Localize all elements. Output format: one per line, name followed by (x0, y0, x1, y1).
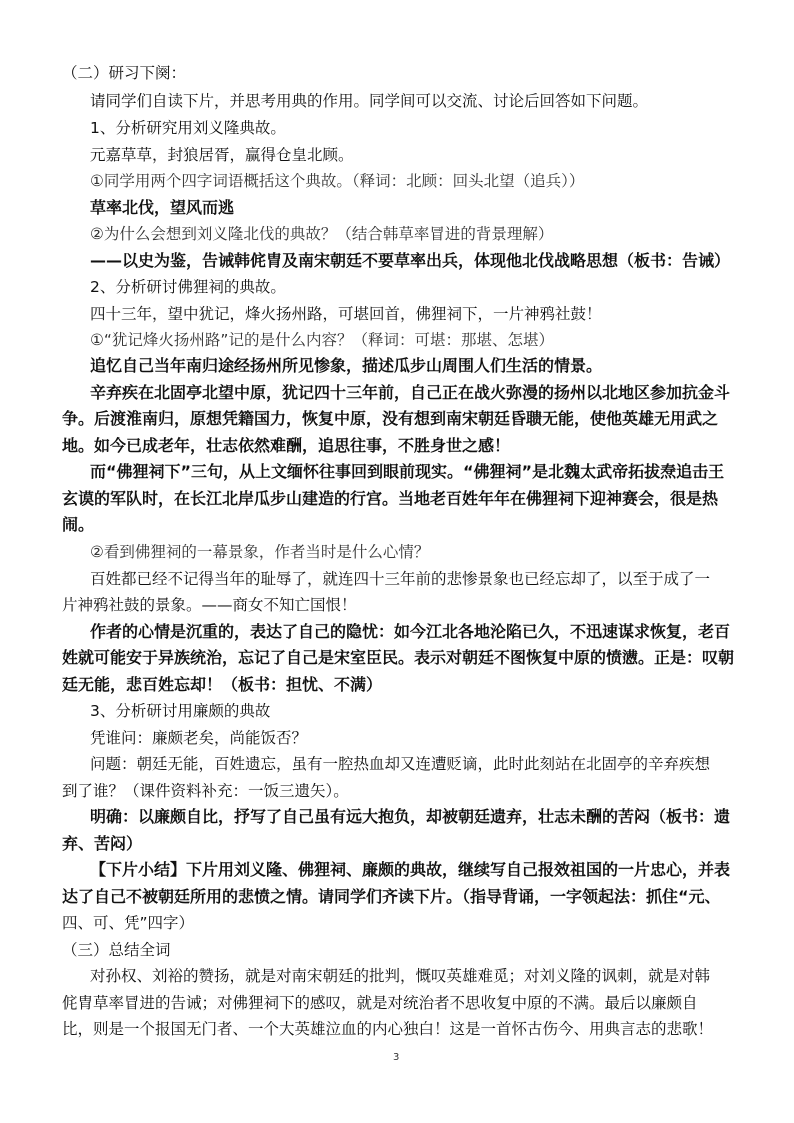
question-line: ②看到佛狸祠的一幕景象，作者当时是什么心情？ (90, 543, 430, 561)
subheading-3: 3、分析研讨用廉颇的典故 (90, 702, 271, 720)
poem-line: 凭谁问：廉颇老矣，尚能饭否？ (90, 729, 308, 747)
paragraph-line: 到了谁？（课件资料补充：一饭三遗矢）。 (62, 782, 349, 800)
summary-line: 四、可、凭”四字） (62, 914, 195, 932)
paragraph-line: 对孙权、刘裕的赞扬，就是对南宋朝廷的批判，慨叹英雄难觅；对刘义隆的讽刺，就是对韩 (90, 967, 711, 985)
answer-line: 弃、苦闷） (62, 834, 143, 853)
paragraph-line: 侂胄草率冒进的告诫；对佛狸祠下的感叹，就是对统治者不思收复中原的不满。最后以廉颇自 (62, 994, 698, 1012)
answer-line: 争。后渡淮南归，原想凭籍国力，恢复中原，没有想到南宋朝廷昏聩无能，使他英雄无用武之 (62, 409, 719, 428)
paragraph-line: 片神鸦社鼓的景象。——商女不知亡国恨！ (62, 596, 357, 614)
paragraph-line: 问题：朝廷无能，百姓遗忘，虽有一腔热血却又连遭贬谪，此时此刻站在北固亭的辛弃疾想 (90, 755, 711, 773)
answer-line: 而“佛狸祠下”三句，从上文缅怀往事回到眼前现实。“佛狸祠”是北魏太武帝拓拔焘追击王 (90, 462, 725, 481)
section-heading-2: （二）研习下阕： (62, 64, 187, 82)
paragraph-line: 请同学们自读下片，并思考用典的作用。同学间可以交流、讨论后回答如下问题。 (90, 92, 649, 110)
answer-line: 作者的心情是沉重的，表达了自己的隐忧：如今江北各地沦陷已久，不迅速谋求恢复，老百 (90, 622, 731, 641)
answer-line: 地。如今已成老年，壮志依然难酬，追思往事，不胜身世之感！ (62, 436, 511, 455)
answer-line: 玄谟的军队时，在长江北岸瓜步山建造的行宫。当地老百姓年年在佛狸祠下迎神赛会，很是热 (62, 489, 719, 508)
answer-line: 明确：以廉颇自比，抒写了自己虽有远大抱负，却被朝廷遗弃，壮志未酬的苦闷（板书：遗 (90, 807, 731, 826)
poem-line: 元嘉草草，封狼居胥，赢得仓皇北顾。 (90, 146, 354, 164)
question-line: ②为什么会想到刘义隆北伐的典故？（结合韩草率冒进的背景理解） (90, 225, 554, 243)
answer-line: 闹。 (62, 515, 95, 534)
subheading-2: 2、分析研讨佛狸祠的典故。 (90, 278, 286, 296)
paragraph-line: 比，则是一个报国无门者、一个大英雄泣血的内心独白！这是一首怀古伤今、用典言志的悲歌！ (62, 1020, 714, 1038)
summary-line: 【下片小结】下片用刘义隆、佛狸祠、廉颇的典故，继续写自己报效祖国的一片忠心，并表 (90, 860, 731, 879)
answer-line: ——以史为鉴，告诫韩侂胄及南宋朝廷不要草率出兵，体现他北伐战略思想（板书：告诫） (90, 251, 731, 270)
answer-line: 追忆自己当年南归途经扬州所见惨象，描述瓜步山周围人们生活的情景。 (90, 356, 603, 375)
question-line: ①“犹记烽火扬州路”记的是什么内容？（释词：可堪：那堪、怎堪） (90, 331, 554, 349)
answer-line: 姓就可能安于异族统治，忘记了自己是宋室臣民。表示对朝廷不图恢复中原的愤懑。正是：叹朝 (62, 648, 735, 667)
subheading-1: 1、分析研究用刘义隆典故。 (90, 119, 286, 137)
summary-line: 达了自己不被朝廷所用的悲愤之情。请同学们齐读下片。（指导背诵，一字领起法：抓住“元、 (62, 887, 721, 906)
page-number: 3 (393, 1052, 400, 1063)
answer-line: 草率北伐，望风而逃 (90, 198, 235, 217)
answer-line: 辛弃疾在北固亭北望中原，犹记四十三年前，自己正在战火弥漫的扬州以北地区参加抗金斗 (90, 383, 731, 402)
question-line: ①同学用两个四字词语概括这个典故。（释词：北顾：回头北望（追兵）） (90, 172, 585, 190)
poem-line: 四十三年，望中犹记，烽火扬州路，可堪回首，佛狸祠下，一片神鸦社鼓！ (90, 305, 602, 323)
section-heading-3: （三）总结全词 (62, 941, 171, 959)
answer-line: 廷无能，悲百姓忘却！（板书：担忧、不满） (62, 675, 383, 694)
paragraph-line: 百姓都已经不记得当年的耻辱了，就连四十三年前的悲惨景象也已经忘却了，以至于成了一 (90, 570, 711, 588)
